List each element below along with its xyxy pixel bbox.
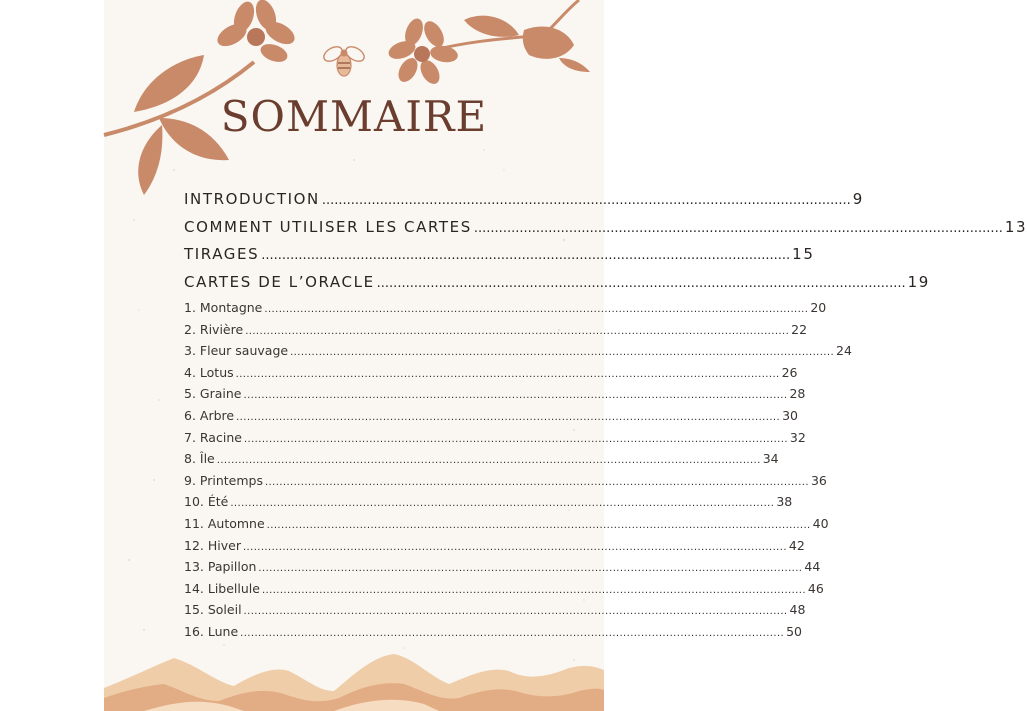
leader-dots: ........................................................................................................................................................ (216, 455, 761, 467)
toc-card-entry (184, 494, 793, 516)
toc-entry-label: 6. Arbre (184, 407, 235, 423)
book-page (104, 0, 1027, 711)
toc-page-number: 19 (907, 272, 930, 291)
toc-card-entry (184, 343, 852, 365)
leader-dots: ................................................................................................................................ (473, 220, 1003, 236)
toc-card-entry (184, 537, 805, 560)
toc-card-entry (184, 559, 821, 581)
toc-entry-label: 2. Rivière (184, 321, 244, 337)
toc-entry-label: 8. Île (184, 451, 215, 467)
toc-card-entry (184, 364, 798, 387)
leader-dots: ........................................................................................................................................................ (264, 476, 809, 488)
leader-dots: ........................................................................................................................................................ (261, 584, 806, 596)
leader-dots: ........................................................................................................................................................ (243, 433, 788, 445)
toc-entry-label: 3. Fleur sauvage (184, 343, 289, 359)
toc-card-entry (184, 321, 808, 344)
toc-card-entry (184, 386, 806, 408)
toc-page-number: 42 (788, 537, 805, 553)
toc-page-number: 9 (852, 190, 864, 208)
toc-card-entry (184, 451, 779, 473)
toc-card-entry (184, 580, 824, 603)
toc-page-number: 13 (1004, 217, 1027, 236)
leader-dots: ........................................................................................................................................................ (243, 390, 788, 402)
toc-page-number: 15 (792, 245, 815, 263)
toc-entry-label: 10. Été (184, 494, 229, 510)
toc-main-entry (184, 217, 1027, 246)
toc-card-entry (184, 472, 827, 495)
toc-entry-label: 4. Lotus (184, 364, 234, 380)
toc-page-number: 26 (781, 364, 798, 380)
leader-dots: ........................................................................................................................................................ (243, 606, 788, 618)
toc-page-number: 46 (807, 580, 824, 596)
toc-entry-label: CARTES DE L’ORACLE (184, 272, 375, 291)
toc-entry-label: INTRODUCTION (184, 190, 320, 208)
toc-page-number: 38 (776, 494, 793, 510)
toc-page-number: 36 (810, 472, 827, 488)
leader-dots: ........................................................................................................................................................ (235, 368, 780, 380)
toc-page-number: 44 (804, 559, 821, 575)
toc-main-entry (184, 272, 930, 301)
leader-dots: ........................................................................................................................................................ (236, 411, 781, 423)
leader-dots: ................................................................................................................................ (321, 193, 851, 208)
leader-dots: ........................................................................................................................................................ (240, 627, 785, 639)
toc-main-entry (184, 190, 864, 218)
toc-page-number: 22 (791, 321, 808, 337)
toc-entry-label: 13. Papillon (184, 559, 257, 575)
toc-page-number: 50 (786, 623, 803, 639)
toc-card-entry (184, 407, 798, 430)
toc-main-entry (184, 245, 815, 273)
toc-card-entry (184, 300, 827, 322)
leader-dots: ........................................................................................................................................................ (258, 563, 803, 575)
toc-page-number: 30 (782, 407, 798, 423)
toc-page-number: 24 (836, 343, 852, 359)
leader-dots: ................................................................................................................................ (261, 248, 791, 263)
leader-dots: ........................................................................................................................................................ (290, 347, 835, 359)
toc-page-number: 34 (762, 451, 779, 467)
leader-dots: ........................................................................................................................................................ (230, 498, 775, 510)
table-of-contents (184, 190, 1027, 646)
toc-entry-label: 12. Hiver (184, 537, 241, 553)
toc-card-entry (184, 429, 806, 452)
leader-dots: ........................................................................................................................................................ (242, 541, 787, 553)
toc-entry-label: 14. Libellule (184, 580, 260, 596)
toc-card-entry (184, 515, 829, 538)
toc-entry-label: 1. Montagne (184, 300, 263, 315)
toc-page-number: 48 (789, 602, 806, 618)
toc-entry-label: 16. Lune (184, 623, 239, 639)
toc-card-entry (184, 602, 806, 624)
toc-page-number: 20 (810, 300, 827, 315)
leader-dots: ........................................................................................................................................................ (245, 325, 790, 337)
toc-entry-label: 15. Soleil (184, 602, 242, 618)
toc-entry-label: 9. Printemps (184, 472, 263, 488)
leader-dots: ........................................................................................................................................................ (266, 519, 811, 531)
toc-entry-label: COMMENT UTILISER LES CARTES (184, 217, 472, 236)
toc-page-number: 32 (789, 429, 806, 445)
page-title: SOMMAIRE (220, 92, 488, 141)
toc-page-number: 40 (812, 515, 829, 531)
mountain-illustration (104, 636, 604, 711)
toc-page-number: 28 (789, 386, 806, 402)
bee-icon (321, 44, 366, 76)
leader-dots: ........................................................................................................................................................ (264, 304, 809, 315)
leader-dots: ................................................................................................................................ (376, 275, 906, 291)
toc-entry-label: 7. Racine (184, 429, 242, 445)
toc-entry-label: 11. Automne (184, 515, 265, 531)
toc-entry-label: 5. Graine (184, 386, 242, 402)
toc-entry-label: TIRAGES (184, 245, 260, 263)
